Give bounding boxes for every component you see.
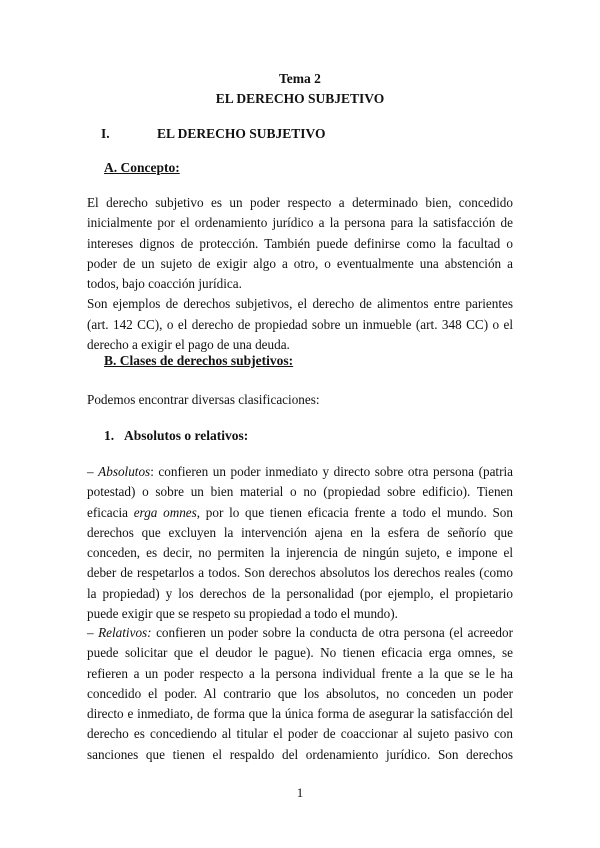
relativos-line: sanciones que tienen el respaldo del ordenamiento jurídico. Son derechos (87, 746, 513, 762)
concepto-line: El derecho subjetivo es un poder respecto a determinado bien, concedido (87, 195, 513, 210)
page-number: 1 (296, 785, 304, 800)
subsection-concepto-heading: A. Concepto: (104, 160, 180, 175)
document-title: EL DERECHO SUBJETIVO (215, 91, 385, 106)
clases-intro (87, 390, 513, 410)
absolutos-paragraph (87, 462, 513, 624)
absolutos-line: eficacia erga omnes, por lo que tienen eficacia frente a todo el mundo. Son (87, 504, 513, 520)
relativos-line: refieren a un poder respecto a la persona individual frente a la que se le ha (87, 665, 513, 681)
concepto-line: todos, bajo coacción jurídica. (87, 276, 242, 292)
concepto-line: (art. 142 CC), o el derecho de propiedad sobre un inmueble (art. 348 CC) o el (87, 316, 513, 332)
concepto-paragraph (87, 193, 513, 355)
absolutos-line: – Absolutos: confieren un poder inmediato y directo sobre otra persona (patria (87, 464, 513, 479)
absolutos-line: conceden, es decir, no permiten la injerencia de ningún sujeto, e impone el (87, 545, 513, 561)
concepto-line: derecho a exigir el pago de una deuda. (87, 337, 290, 353)
relativos-term: Relativos: (98, 625, 152, 640)
concepto-line: inicialmente por el ordenamiento jurídico a la persona para la satisfacción de (87, 215, 513, 231)
section-title: EL DERECHO SUBJETIVO (157, 126, 326, 141)
absolutos-line: la propiedad) y los derechos de la personalidad (por ejemplo, el propietario (87, 585, 513, 601)
concepto-line: Son ejemplos de derechos subjetivos, el derecho de alimentos entre parientes (87, 296, 513, 312)
concepto-line: intereses dignos de protección. También puede definirse como la facultad o (87, 235, 513, 251)
absolutos-line: deber de respetarlos a todos. Son derechos absolutos los derechos reales (como (87, 565, 513, 581)
concepto-line: poder de un sujeto de exigir algo a otro, o eventualmente una abstención a (87, 255, 513, 271)
relativos-paragraph (87, 623, 513, 765)
relativos-line: puede solicitar que el deudor le pague). No tienen eficacia erga omnes, se (87, 645, 513, 661)
relativos-line: concedido el poder. Al contrario que los absolutos, no conceden un poder (87, 685, 513, 701)
subsection-clases-heading: B. Clases de derechos subjetivos: (104, 353, 294, 368)
relativos-line: directo e inmediato, de forma que la única forma de asegurar la satisfacción del (87, 706, 513, 722)
erga-omnes-term: erga omnes (133, 504, 197, 520)
item-1-title: Absolutos o relativos: (124, 428, 249, 443)
relativos-line: derecho es concediendo al titular el poder de coaccionar al sujeto pasivo con (87, 726, 513, 742)
dash: – (87, 625, 99, 640)
absolutos-line: puede exigir que se respeto su propiedad a todo el mundo). (87, 606, 398, 622)
section-numeral: I. (101, 126, 110, 141)
relativos-line: – Relativos: confieren un poder sobre la conducta de otra persona (el acreedor (87, 625, 513, 640)
item-1-number: 1. (104, 428, 115, 443)
dash: – (87, 464, 99, 479)
absolutos-line: derechos que excluyen la intervención ajena en la esfera de señorío que (87, 524, 513, 540)
clases-intro-text: Podemos encontrar diversas clasificaciones: (87, 392, 320, 407)
absolutos-line: potestad) o sobre un bien material o no (propiedad sobre edificio). Tienen (87, 484, 513, 500)
absolutos-term: Absolutos (98, 464, 151, 479)
tema-label: Tema 2 (279, 71, 321, 86)
